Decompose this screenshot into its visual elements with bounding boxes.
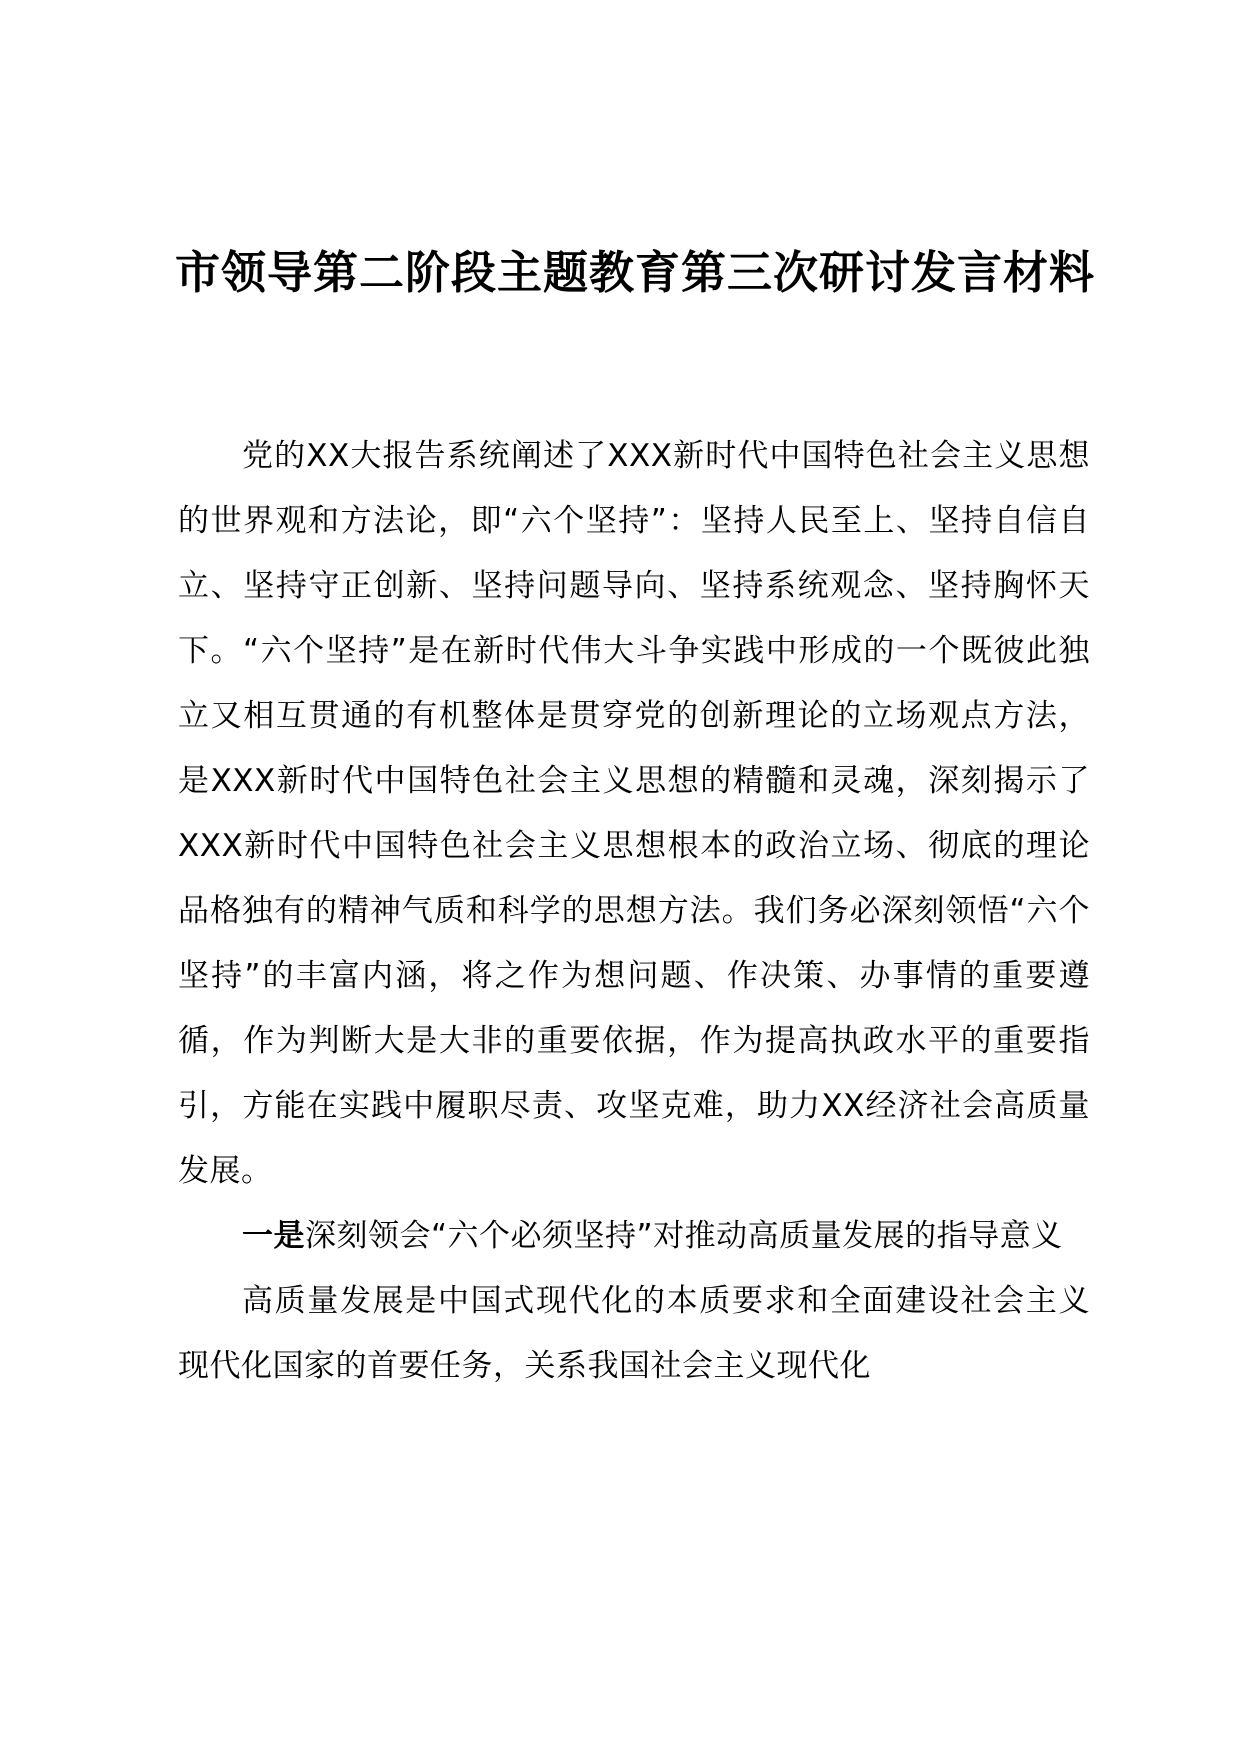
section-one-title: 深刻领会“六个必须坚持”对推动高质量发展的指导意义 <box>305 1218 1063 1254</box>
section-one-lead: 一是 <box>242 1218 305 1254</box>
body-paragraph-intro: 党的XX大报告系统阐述了XXX新时代中国特色社会主义思想的世界观和方法论，即“六个坚持”：坚持人民至上、坚持自信自立、坚持守正创新、坚持问题导向、坚持系统观念、坚持胸怀天下。“六个坚持”是在新时代伟大斗争实践中形成的一个既彼此独立又相互贯通的有机整体是贯穿党的创新理论的立场观点方法，是XXX新时代中国特色社会主义思想的精髓和灵魂，深刻揭示了XXX新时代中国特色社会主义思想根本的政治立场、彻底的理论品格独有的精神气质和科学的思想方法。我们务必深刻领悟“六个坚持”的丰富内涵，将之作为想问题、作决策、办事情的重要遵循，作为判断大是大非的重要依据，作为提高执政水平的重要指引，方能在实践中履职尽责、攻坚克难，助力XX经济社会高质量发展。 <box>178 438 1090 1189</box>
document-body <box>178 424 1090 1399</box>
body-paragraph-quality-development: 高质量发展是中国式现代化的本质要求和全面建设社会主义现代化国家的首要任务，关系我国社会主义现代化 <box>178 1283 1090 1384</box>
document-title: 市领导第二阶段主题教育第三次研讨发言材料 <box>175 246 1096 299</box>
section-one-heading <box>178 1204 1090 1269</box>
